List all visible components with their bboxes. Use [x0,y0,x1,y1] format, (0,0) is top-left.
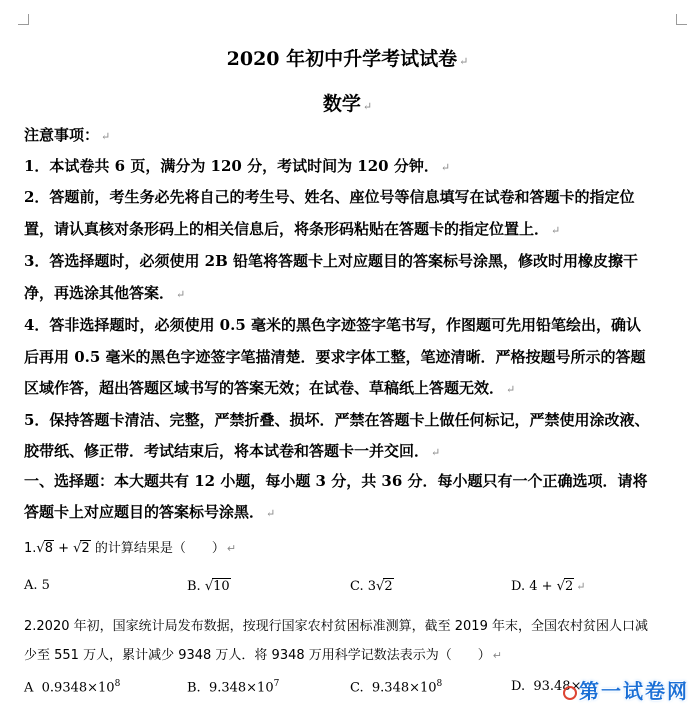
notice-line: 净，再选涂其他答案． ↵ [24,284,186,302]
notice-line: 2．答题前，考生务必先将自己的考生号、姓名、座位号等信息填写在试卷和答题卡的指定位 [24,188,635,206]
q1-option-d: D. 4 + √2 ↵ [511,579,586,594]
notice-line: 区域作答，超出答题区域书写的答案无效；在试卷、草稿纸上答题无效． ↵ [24,379,516,397]
notice-line: 3．答选择题时，必须使用 2B 铅笔将答题卡上对应题目的答案标号涂黑，修改时用橡皮擦干 [24,252,639,270]
notice-line: 1．本试卷共 6 页，满分为 120 分，考试时间为 120 分钟． ↵ [24,157,451,175]
section-heading: 一、选择题：本大题共有 12 小题，每小题 3 分，共 36 分．每小题只有一个正确选项．请将 [24,472,648,490]
page-corner-mark [18,14,29,25]
q1-option-a: A. 5 [24,578,50,593]
section-heading: 答题卡上对应题目的答案标号涂黑． ↵ [24,503,276,521]
notice-line: 4．答非选择题时，必须使用 0.5 毫米的黑色字迹签字笔书写，作图题可先用铅笔绘出，确认 [24,316,641,334]
q2-option-a: A $0.9348\times 10^8$ [24,679,121,696]
notice-line: 5．保持答题卡清洁、完整，严禁折叠、损坏．严禁在答题卡上做任何标记，严禁使用涂改液、 [24,411,650,429]
notice-line: 后再用 0.5 毫米的黑色字迹签字笔描清楚．要求字体工整，笔迹清晰．严格按题号所示的答题 [24,348,646,366]
q2-option-c: C. $9.348\times 10^8$ [350,679,443,696]
q2-option-b: B. $9.348\times 10^7$ [187,679,280,696]
q1-option-c: C. 3√2 [350,579,393,594]
watermark-logo: 第一试卷网 [563,675,689,704]
page-corner-mark [676,14,687,25]
q2-option-d: D. 93.48× [511,679,582,694]
subject-title: 数学 ↵ [322,93,373,115]
question-2: 少至 551 万人，累计减少 9348 万人．将 9348 万用科学记数法表示为（ ） ↵ [24,648,502,663]
q1-option-b: B. √10 [187,579,230,594]
logo-icon [563,686,577,700]
notice-line: 置，请认真核对条形码上的相关信息后，将条形码粘贴在答题卡的指定位置上． ↵ [24,220,561,238]
notice-line: 胶带纸、修正带．考试结束后，将本试卷和答题卡一并交回． ↵ [24,442,441,460]
notice-heading: 注意事项： ↵ [24,126,111,144]
question-2: 2.2020 年初，国家统计局发布数据，按现行国家农村贫困标准测算，截至 2019 年末，全国农村贫困人口减 [24,619,648,634]
exam-title: 2020 年初中升学考试试卷 ↵ [226,48,469,70]
question-1: 1.√8 + √2 的计算结果是（ ） ↵ [24,541,237,556]
